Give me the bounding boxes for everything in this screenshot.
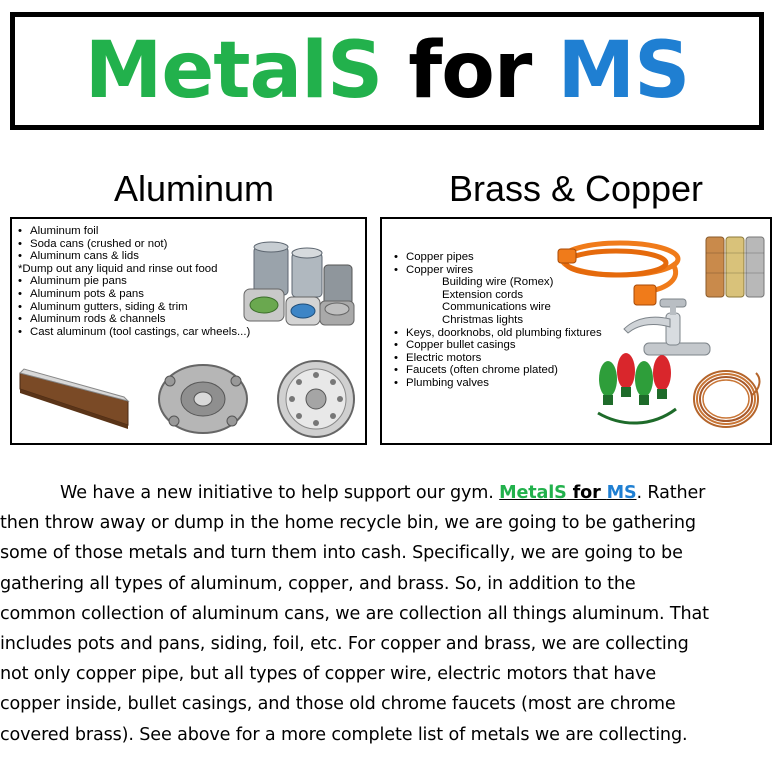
paragraph-line: gathering all types of aluminum, copper, and brass. So, in addition to the — [0, 573, 636, 594]
faucet-image — [614, 295, 718, 361]
christmas-lights-image — [592, 353, 682, 431]
list-item: • Aluminum rods & channels — [18, 313, 250, 326]
copper-coil-image — [688, 365, 764, 433]
wire-spools-image — [704, 233, 766, 301]
paragraph-line — [0, 478, 780, 508]
list-item: • Faucets (often chrome plated) — [394, 364, 602, 377]
banner-title — [84, 26, 690, 116]
list-item: • Aluminum pots & pans — [18, 288, 250, 301]
paragraph-text: We have a new initiative to help support our gym. — [60, 483, 500, 503]
brass-copper-panel — [380, 217, 772, 445]
list-item: • Aluminum pie pans — [18, 275, 250, 288]
banner-word-ms: MS — [557, 26, 690, 116]
list-item: • Soda cans (crushed or not) — [18, 238, 250, 251]
paragraph-line: then throw away or dump in the home recycle bin, we are going to be gathering — [0, 513, 696, 534]
list-item: • Keys, doorknobs, old plumbing fixtures — [394, 327, 602, 340]
paragraph-line: copper inside, bullet casings, and those old chrome faucets (most are chrome — [0, 694, 676, 715]
paragraph-line: covered brass). See above for a more complete list of metals we are collecting. — [0, 724, 688, 745]
inline-brand-name: MetalS for MS — [499, 483, 637, 503]
description-paragraph — [0, 478, 780, 750]
list-item: • Copper wires — [394, 264, 602, 277]
gutter-image — [16, 367, 134, 431]
brass-copper-heading: Brass & Copper — [448, 168, 704, 209]
paragraph-line: not only copper pipe, but all types of copper wire, electric motors that have — [0, 664, 656, 685]
list-item: • Aluminum foil — [18, 225, 250, 238]
list-item: • Cast aluminum (tool castings, car wheels...) — [18, 326, 250, 339]
banner-word-ls: lS — [301, 26, 383, 116]
aluminum-panel — [10, 217, 367, 445]
list-subitem: Building wire (Romex) — [442, 276, 554, 289]
list-note: *Dump out any liquid and rinse out food — [18, 262, 218, 275]
list-item: • Copper bullet casings — [394, 339, 602, 352]
cans-image — [240, 237, 358, 329]
list-item: • Copper pipes — [394, 251, 602, 264]
aluminum-list — [18, 225, 250, 338]
list-item: • Plumbing valves — [394, 377, 602, 390]
list-subitem: Christmas lights — [442, 313, 524, 326]
aluminum-heading: Aluminum — [113, 168, 275, 209]
list-item: • Aluminum cans & lids — [18, 250, 250, 263]
banner-word-for: for — [382, 26, 558, 116]
wheel-image — [274, 357, 358, 441]
list-item: • Electric motors — [394, 352, 602, 365]
title-banner — [10, 12, 764, 130]
list-subitem: Communications wire — [442, 301, 551, 314]
paragraph-line: includes pots and pans, siding, foil, etc. For copper and brass, we are collecting — [0, 634, 689, 655]
paragraph-text: . Rather — [636, 483, 706, 503]
banner-word-metal: Meta — [84, 26, 302, 116]
paragraph-line: common collection of aluminum cans, we are collection all things aluminum. That — [0, 603, 709, 624]
casting-image — [152, 359, 254, 439]
paragraph-line: some of those metals and turn them into cash. Specifically, we are going to be — [0, 543, 683, 564]
list-item: • Aluminum gutters, siding & trim — [18, 301, 250, 314]
list-subitem: Extension cords — [442, 288, 524, 301]
